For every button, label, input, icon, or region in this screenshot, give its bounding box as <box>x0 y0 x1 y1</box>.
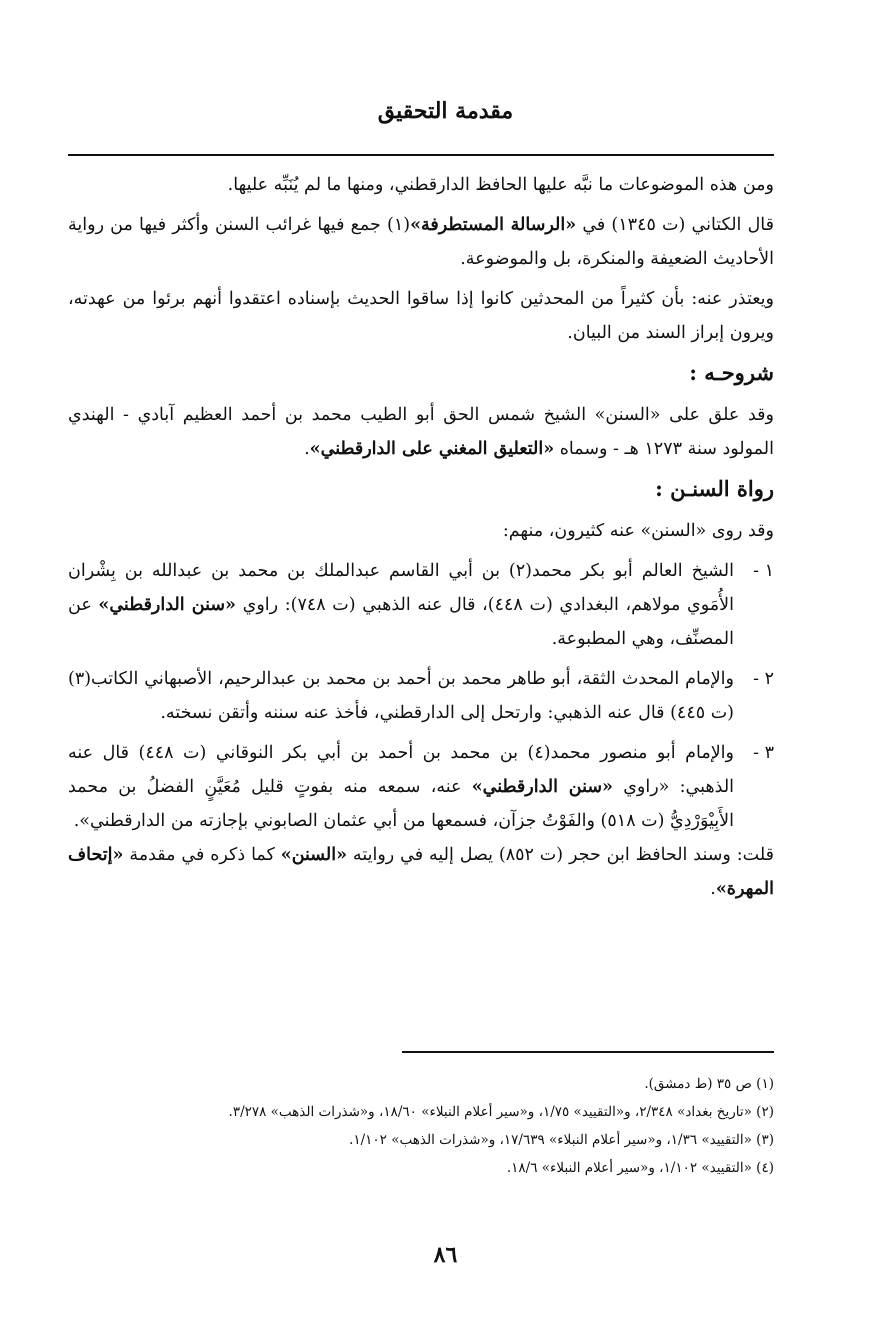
list-text <box>68 554 734 656</box>
text-run: (١) جمع فيها غرائب السنن وأكثر فيها من رواية الأحاديث الضعيفة والمنكرة، بل والموضوعة. <box>68 215 774 269</box>
text-run: . <box>304 439 310 459</box>
running-header-title: مقدمة التحقيق <box>377 98 514 124</box>
text-run: . <box>710 879 716 899</box>
text-run: قلت: وسند الحافظ ابن حجر (ت ٨٥٢) يصل إليه في روايته <box>347 845 774 865</box>
book-title-ithaf: «إتحاف المهرة» <box>68 845 774 899</box>
paragraph-1: ومن هذه الموضوعات ما نبَّه عليها الحافظ الدارقطني، ومنها ما لم يُنَبِّه عليها. <box>227 175 774 195</box>
section-heading-commentaries: شروحـه : <box>689 360 774 385</box>
list-item <box>68 662 774 730</box>
text-run: وقد علق على «السنن» الشيخ شمس الحق أبو الطيب محمد بن أحمد العظيم آبادي - الهندي المولود سنة ١٢٧٣ هـ - وسماه <box>68 405 774 459</box>
text-run: عن المصنِّف، وهي المطبوعة. <box>68 595 734 649</box>
list-number: ٢ - <box>753 669 774 689</box>
text-run: عنه، سمعه منه بفوتٍ قليل مُعَيَّنٍ الفضلُ بن محمد الأَبِيْوَرْدِيُّ (ت ٥١٨) والفَوْتُ جزآن، فسمعها من أبي عثمان الصابوني بإجازته من الدارقطني». <box>68 777 734 831</box>
paragraph-2 <box>68 208 774 276</box>
page-number: ٨٦ <box>433 1242 458 1268</box>
text-run: والإمام أبو منصور محمد(٤) بن محمد بن أحمد بن أبي بكر النوقاني (ت ٤٤٨) قال عنه الذهبي: «راوي <box>68 743 735 797</box>
list-item <box>68 554 774 656</box>
text-run: الشيخ العالم أبو بكر محمد(٢) بن أبي القاسم عبدالملك بن محمد بن عبدالله بن بِشْران الأُمَوي مولاهم، البغدادي (ت ٤٤٨)، قال عنه الذهبي (ت ٧٤٨): راوي <box>68 561 735 615</box>
section-heading-narrators: رواة السنـن : <box>655 476 774 501</box>
footnote: (٤) «التقييد» ١/١٠٢، و«سير أعلام النبلاء» ١٨/٦. <box>506 1160 774 1176</box>
footnote: (٢) «تاريخ بغداد» ٢/٣٤٨، و«التقييد» ١/٧٥، و«سير أعلام النبلاء» ١٨/٦٠، و«شذرات الذهب» ٣/٢٧٨. <box>228 1104 774 1120</box>
main-text <box>68 168 774 912</box>
book-title-taliq: «التعليق المغني على الدارقطني» <box>309 439 555 459</box>
paragraph-4 <box>68 398 774 466</box>
header-divider <box>68 154 774 156</box>
text-run: كما ذكره في مقدمة <box>123 845 281 865</box>
list-item <box>68 736 774 838</box>
list-text <box>68 736 734 838</box>
paragraph-6 <box>68 838 774 906</box>
book-title: «سنن الدارقطني» <box>471 777 613 797</box>
list-text <box>68 662 734 730</box>
book-title-risala: «الرسالة المستطرفة» <box>410 215 577 235</box>
paragraph-5: وقد روى «السنن» عنه كثيرون، منهم: <box>502 521 774 541</box>
paragraph-3: ويعتذر عنه: بأن كثيراً من المحدثين كانوا إذا ساقوا الحديث بإسناده اعتقدوا أنهم برئوا من عهدته، ويرون إبراز السند من البيان. <box>68 289 774 343</box>
footnote-divider <box>402 1051 774 1053</box>
book-title-sunan: «السنن» <box>280 845 348 865</box>
list-number: ١ - <box>753 561 774 581</box>
footnote: (٣) «التقييد» ١/٣٦، و«سير أعلام النبلاء» ١٧/٦٣٩، و«شذرات الذهب» ١/١٠٢. <box>349 1132 774 1148</box>
text-run: والإمام المحدث الثقة، أبو طاهر محمد بن أحمد بن محمد بن عبدالرحيم، الأصبهاني الكاتب(٣) (ت ٤٤٥) قال عنه الذهبي: وارتحل إلى الدارقطني، فأخذ عنه سننه وأتقن نسخته. <box>68 669 734 723</box>
list-number: ٣ - <box>753 743 774 763</box>
footnote: (١) ص ٣٥ (ط دمشق). <box>644 1076 774 1092</box>
book-title: «سنن الدارقطني» <box>98 595 236 615</box>
footnotes <box>68 1072 774 1184</box>
text-run: قال الكتاني (ت ١٣٤٥) في <box>576 215 774 235</box>
